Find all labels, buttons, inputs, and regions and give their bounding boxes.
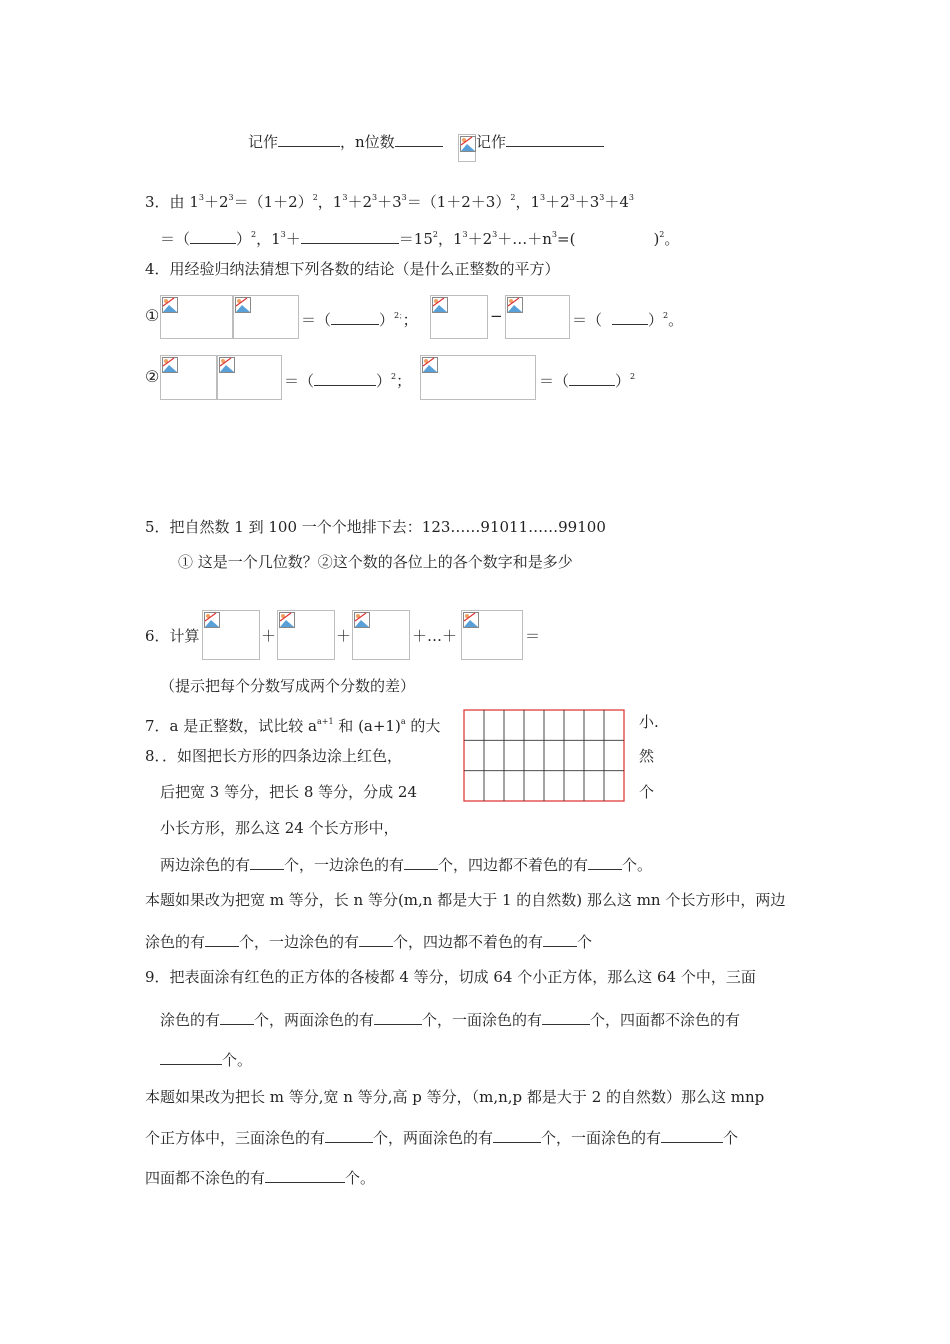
formula-image: [505, 295, 570, 339]
q9-t: 个。: [345, 1169, 376, 1187]
q4-row2-mid: [284, 367, 411, 391]
broken-image-icon: [432, 297, 448, 313]
q3-exp: 2: [251, 230, 257, 239]
q3-exp: 2: [432, 230, 438, 239]
q4-exp: 2: [630, 372, 636, 381]
q5-sub: ① 这是一个几位数？②这个数的各位上的各个数字和是多少: [178, 553, 573, 571]
q3-exp: 3: [551, 230, 558, 239]
blank: [569, 370, 615, 386]
q3-t: ＋2: [545, 193, 570, 211]
q3-exp: 3: [198, 193, 204, 202]
q3-t: ＋3: [574, 193, 600, 211]
text-n-wei-shu: ，n位数: [340, 133, 395, 151]
q8-t: 个: [577, 933, 593, 951]
q3-t: ）: [236, 230, 252, 248]
broken-image-icon: [507, 297, 523, 313]
q8-l2a: 后把宽 3 等分，把长 8 等分，分成 24: [160, 783, 418, 801]
q4-t: 。: [668, 311, 684, 329]
blank: [359, 931, 393, 947]
q4-t: ；: [402, 311, 418, 329]
q4-t: ）: [615, 372, 631, 390]
q4-exp: 2: [394, 311, 400, 320]
q3-t: ＝（: [160, 230, 191, 248]
q3-exp: 3: [371, 193, 378, 202]
q8-t: 两边涂色的有: [160, 856, 251, 874]
blank: [190, 228, 236, 244]
q4-t: ＝（: [284, 372, 315, 390]
q9-t: 个。: [222, 1051, 253, 1069]
q3-t: ，1: [515, 193, 540, 211]
q3-line2: [160, 225, 679, 249]
q3-t: ＝15: [398, 230, 433, 248]
q3-exp: 3: [401, 193, 407, 202]
formula-image: [160, 295, 233, 339]
formula-image: [233, 295, 299, 339]
q3-exp: 3: [599, 193, 605, 202]
formula-image: [160, 355, 217, 400]
q4-t: ；: [396, 372, 412, 390]
q8-l1a: 8．．如图把长方形的四条边涂上红色，: [145, 747, 403, 765]
q7-line: [145, 712, 440, 736]
q3-t: 1: [189, 193, 199, 211]
q9-t: 个正方体中，三面涂色的有: [145, 1129, 326, 1147]
q9-t: 个，两面涂色的有: [254, 1011, 375, 1029]
q6-eq: ＝: [525, 627, 541, 645]
q3-number: 3．由: [145, 193, 185, 211]
q4-row2-end: [539, 367, 635, 391]
q3-exp: 2: [659, 230, 665, 239]
q5-title: 5．把自然数 1 到 100 一个个地排下去：123……91011……99100: [145, 518, 606, 536]
q3-t: ＋4: [604, 193, 629, 211]
q3-line1: [145, 188, 634, 212]
blank: [160, 1049, 222, 1065]
q4-exp: 2: [391, 372, 397, 381]
q8-l2b: 个: [639, 783, 655, 801]
broken-image-icon: [279, 612, 295, 628]
blank: [542, 1009, 590, 1025]
formula-image: [458, 134, 476, 162]
blank: [404, 854, 438, 870]
q4-t: ）: [379, 311, 395, 329]
q3-exp: 3: [228, 193, 234, 202]
q4-t: ＝（: [301, 311, 332, 329]
blank: [493, 1127, 541, 1143]
text-ji-zuo: 记作: [248, 133, 279, 151]
broken-image-icon: [354, 612, 370, 628]
broken-image-icon: [463, 612, 479, 628]
q9-t: 个: [723, 1129, 739, 1147]
q3-exp: 3: [628, 193, 635, 202]
q3-exp: 3: [342, 193, 348, 202]
q4-exp: 2: [663, 311, 669, 320]
q3-t: ＋…＋n: [497, 230, 552, 248]
q6-dots: ＋…＋: [412, 627, 458, 645]
q8-l1b: 然: [639, 747, 655, 765]
q7-exp: a: [400, 717, 406, 726]
q3-t: ＋3: [377, 193, 402, 211]
q7-t: 7．a 是正整数，试比较 a: [145, 717, 317, 735]
q8-l3: 小长方形，那么这 24 个长方形中，: [160, 819, 399, 837]
top-line: [248, 131, 443, 152]
broken-image-icon: [219, 357, 235, 373]
broken-image-icon: [204, 612, 220, 628]
formula-image: [461, 610, 523, 660]
q4-t: ＝（: [572, 311, 603, 329]
q3-exp: 2: [312, 193, 318, 202]
rectangle-grid-figure: [463, 709, 625, 802]
q4-row1-mark: ①: [145, 306, 160, 325]
q3-t: ＋2: [467, 230, 493, 248]
q3-t: ，1: [256, 230, 281, 248]
blank: [331, 309, 379, 325]
formula-image: [430, 295, 488, 339]
q6-label: 6．计算: [145, 627, 200, 645]
q6-plus1: ＋: [261, 627, 277, 645]
q3-t: ，1: [317, 193, 343, 211]
blank: [395, 131, 443, 147]
q4-row2-mark: ②: [145, 367, 160, 386]
q9-t: 四面都不涂色的有: [145, 1169, 266, 1187]
blank: [543, 931, 577, 947]
q3-t: =(: [557, 230, 576, 248]
q4-title: 4．用经验归纳法猜想下列各数的结论（是什么正整数的平方）: [145, 260, 560, 278]
blank: [506, 131, 604, 147]
formula-image: [217, 355, 282, 400]
q7-t: 的大: [405, 717, 441, 735]
q4-row1-mid: [301, 306, 418, 330]
q8-t: 个，四边都不着色的有: [393, 933, 544, 951]
q3-exp: 3: [280, 230, 286, 239]
broken-image-icon: [162, 297, 178, 313]
blank: [374, 1009, 422, 1025]
blank: [278, 131, 340, 147]
q3-t: 。: [664, 230, 680, 248]
q8-t: 涂色的有: [145, 933, 206, 951]
q3-exp: 3: [569, 193, 575, 202]
blank: [661, 1127, 723, 1143]
q8-t: 个，四边都不着色的有: [438, 856, 589, 874]
formula-image: [202, 610, 260, 660]
q3-t: ＋2: [347, 193, 372, 211]
q9-t: 个，一面涂色的有: [422, 1011, 543, 1029]
q4-t: ）: [376, 372, 392, 390]
q6-hint: （提示把每个分数写成两个分数的差）: [160, 677, 416, 695]
q9-t: 个，四面都不涂色的有: [590, 1011, 741, 1029]
q8-ext2: [145, 931, 592, 952]
q3-t: ，1: [437, 230, 463, 248]
q3-t: ＝（1＋2）: [233, 193, 313, 211]
blank: [205, 931, 239, 947]
q8-t: 个。: [622, 856, 653, 874]
formula-image: [277, 610, 335, 660]
q3-exp: 3: [540, 193, 546, 202]
q3-t: ＝（1＋2＋3）: [406, 193, 511, 211]
broken-image-icon: [422, 357, 438, 373]
q9-l3: [160, 1049, 252, 1070]
q9-ext2: [145, 1127, 738, 1148]
blank: [612, 309, 648, 325]
q3-exp: 2: [510, 193, 516, 202]
q8-ext1: 本题如果改为把宽 m 等分，长 n 等分(m,n 都是大于 1 的自然数) 那么这 mn 个长方形中，两边: [145, 891, 786, 909]
q6-plus2: ＋: [336, 627, 352, 645]
blank: [265, 1167, 345, 1183]
q7-tail: 小.: [639, 713, 659, 731]
blank: [588, 854, 622, 870]
q7-exp: a+1: [316, 717, 334, 726]
broken-image-icon: [235, 297, 251, 313]
formula-image: [420, 355, 536, 400]
top-line-tail: [476, 131, 604, 152]
q9-t: 涂色的有: [160, 1011, 221, 1029]
q9-t: 个，两面涂色的有: [373, 1129, 494, 1147]
q4-t: ＝（: [539, 372, 570, 390]
q3-t: ＋2: [203, 193, 229, 211]
q8-t: 个，一边涂色的有: [239, 933, 360, 951]
q4-row1-end: [572, 306, 683, 330]
q3-exp: 3: [462, 230, 468, 239]
blank: [301, 228, 399, 244]
q9-ext3: [145, 1167, 375, 1188]
q4-exp: ；: [399, 312, 403, 320]
q9-ext1: 本题如果改为把长 m 等分,宽 n 等分,高 p 等分，（m,n,p 都是大于 2 的自然数）那么这 mnp: [145, 1088, 765, 1106]
broken-image-icon: [460, 136, 476, 152]
q3-exp: 3: [492, 230, 498, 239]
q9-l2: [160, 1009, 740, 1030]
q3-t: ＋: [285, 230, 301, 248]
q9-t: 个，一面涂色的有: [541, 1129, 662, 1147]
text-ji-zuo-2: 记作: [476, 133, 507, 151]
q9-l1: 9．把表面涂有红色的正方体的各棱都 4 等分，切成 64 个小正方体，那么这 64 个中，三面: [145, 968, 756, 986]
blank: [220, 1009, 254, 1025]
q3-t: ): [653, 230, 660, 248]
q8-t: 个，一边涂色的有: [284, 856, 405, 874]
q7-t: 和 (a+1): [333, 717, 401, 735]
broken-image-icon: [162, 357, 178, 373]
blank: [325, 1127, 373, 1143]
blank: [314, 370, 376, 386]
q8-l4: [160, 854, 652, 875]
q4-t: ）: [648, 311, 664, 329]
q4-minus: −: [490, 307, 503, 325]
formula-image: [352, 610, 410, 660]
blank: [250, 854, 284, 870]
